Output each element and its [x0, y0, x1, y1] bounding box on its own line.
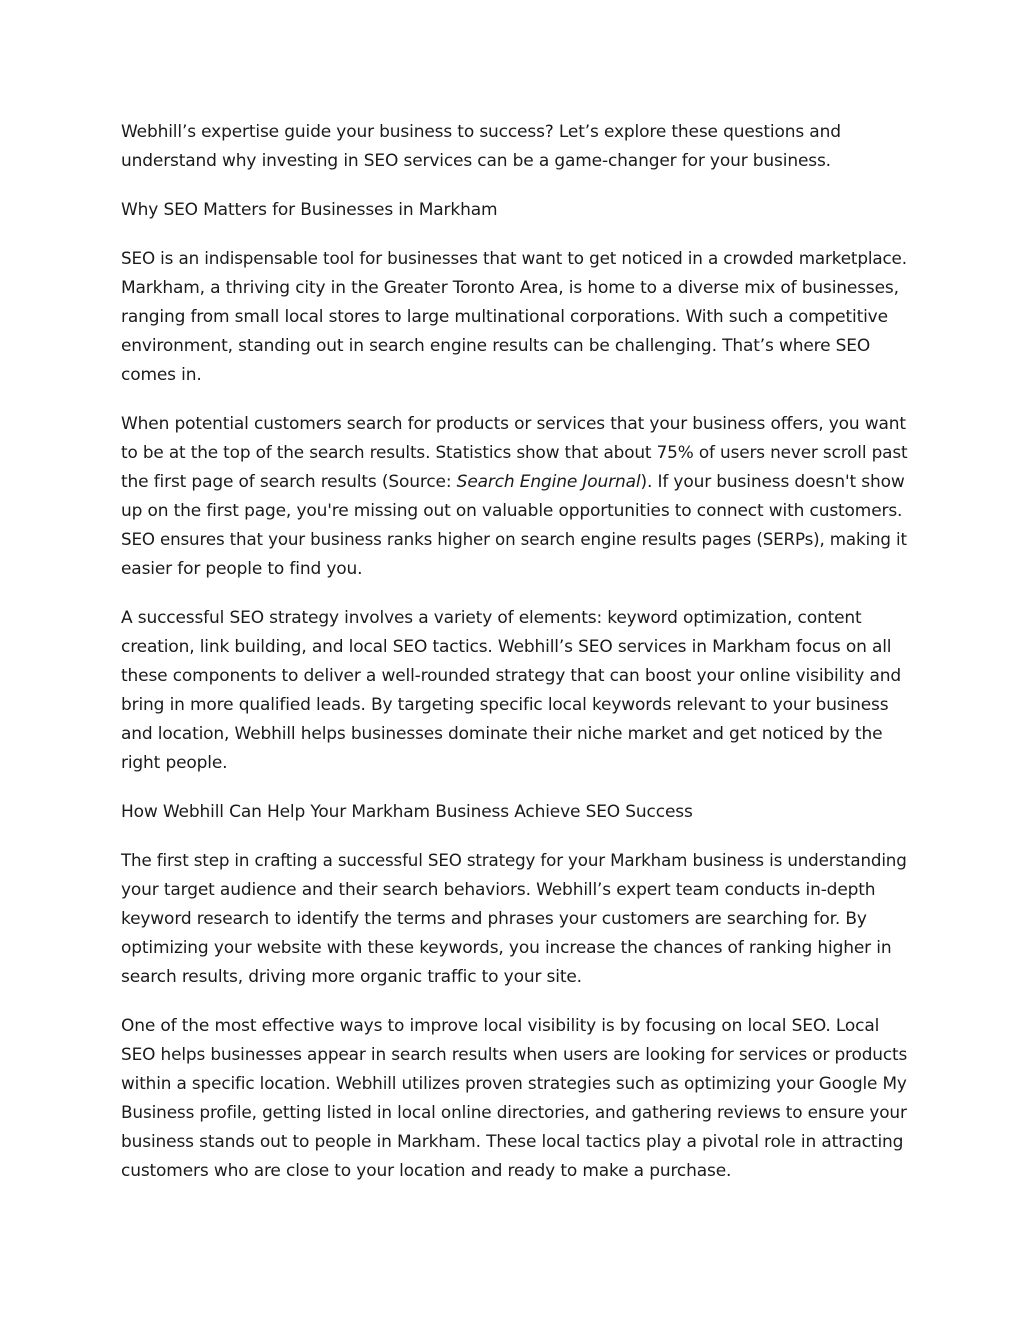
source-text-before: the first page of search results (Source:: [121, 472, 457, 492]
section-heading-how-webhill: [121, 798, 907, 827]
text-line: A successful SEO strategy involves a variety of elements: keyword optimization, content: [121, 608, 862, 628]
text-line: keyword research to identify the terms and phrases your customers are searching for. By: [121, 909, 867, 929]
text-line: creation, link building, and local SEO tactics. Webhill’s SEO services in Markham focus on all: [121, 637, 892, 657]
text-line: One of the most effective ways to improve local visibility is by focusing on local SEO. Local: [121, 1016, 880, 1036]
text-line: Webhill’s expertise guide your business to success? Let’s explore these questions and: [121, 122, 841, 142]
text-line: The first step in crafting a successful SEO strategy for your Markham business is understanding: [121, 851, 907, 871]
paragraph-seo-tool: [121, 245, 907, 390]
text-line: SEO is an indispensable tool for businesses that want to get noticed in a crowded marketplace.: [121, 249, 907, 269]
text-line: search results, driving more organic traffic to your site.: [121, 967, 582, 987]
text-line: SEO helps businesses appear in search results when users are looking for services or products: [121, 1045, 908, 1065]
text-line: optimizing your website with these keywords, you increase the chances of ranking higher in: [121, 938, 892, 958]
text-line: right people.: [121, 753, 228, 773]
text-line: Business profile, getting listed in local online directories, and gathering reviews to ensure your: [121, 1103, 907, 1123]
paragraph-seo-strategy: [121, 604, 907, 778]
source-line: [121, 468, 907, 497]
paragraph-search-results: [121, 410, 907, 584]
text-line: environment, standing out in search engine results can be challenging. That’s where SEO: [121, 336, 871, 356]
section-heading-why-seo: [121, 196, 907, 225]
text-line: comes in.: [121, 365, 202, 385]
heading-line: How Webhill Can Help Your Markham Business Achieve SEO Success: [121, 802, 693, 822]
text-line: easier for people to find you.: [121, 559, 363, 579]
text-line: your target audience and their search behaviors. Webhill’s expert team conducts in-depth: [121, 880, 876, 900]
text-line: within a specific location. Webhill utilizes proven strategies such as optimizing your Google My: [121, 1074, 907, 1094]
text-line: ranging from small local stores to large multinational corporations. With such a competitive: [121, 307, 888, 327]
text-line: When potential customers search for products or services that your business offers, you want: [121, 414, 906, 434]
source-citation: Search Engine Journal: [456, 472, 641, 492]
text-line: customers who are close to your location and ready to make a purchase.: [121, 1161, 732, 1181]
heading-line: Why SEO Matters for Businesses in Markham: [121, 200, 498, 220]
text-line: SEO ensures that your business ranks higher on search engine results pages (SERPs), making it: [121, 530, 907, 550]
intro-paragraph: [121, 118, 907, 176]
text-line: bring in more qualified leads. By targeting specific local keywords relevant to your business: [121, 695, 889, 715]
paragraph-first-step: [121, 847, 907, 992]
text-line: up on the first page, you're missing out on valuable opportunities to connect with customers.: [121, 501, 903, 521]
text-line: understand why investing in SEO services can be a game-changer for your business.: [121, 151, 831, 171]
text-line: business stands out to people in Markham. These local tactics play a pivotal role in attracting: [121, 1132, 904, 1152]
text-line: these components to deliver a well-rounded strategy that can boost your online visibility and: [121, 666, 901, 686]
paragraph-local-seo: [121, 1012, 907, 1186]
document-page: [121, 118, 907, 1206]
text-line: Markham, a thriving city in the Greater Toronto Area, is home to a diverse mix of businesses,: [121, 278, 899, 298]
text-line: and location, Webhill helps businesses dominate their niche market and get noticed by the: [121, 724, 883, 744]
source-text-after: ). If your business doesn't show: [640, 472, 905, 492]
text-line: to be at the top of the search results. Statistics show that about 75% of users never scroll past: [121, 443, 908, 463]
